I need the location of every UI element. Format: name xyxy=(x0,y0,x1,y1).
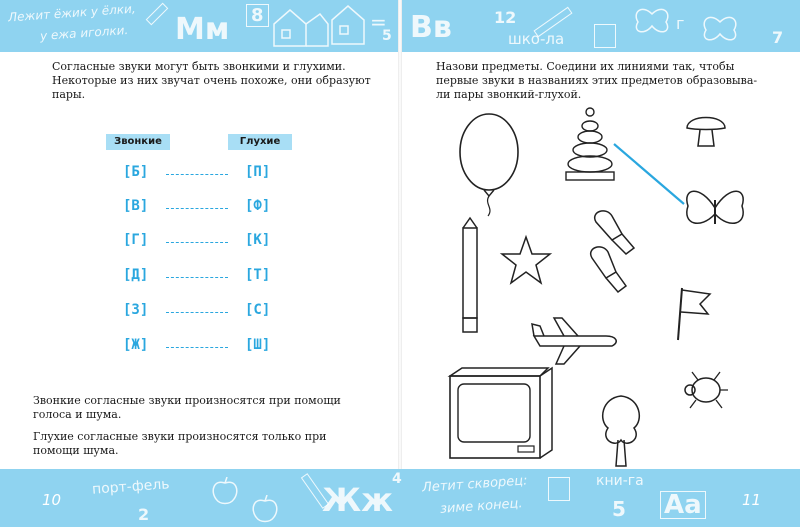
top-letters-mm: Мм xyxy=(175,12,230,47)
tv-icon xyxy=(448,366,558,466)
voiced-sound: [Ж] xyxy=(123,337,149,353)
pair-dash-line xyxy=(166,174,228,175)
bottom-number-2: 2 xyxy=(138,505,150,524)
pair-dash-line xyxy=(166,242,228,243)
bottom-number-5: 5 xyxy=(612,497,626,521)
airplane-icon xyxy=(532,314,622,370)
bottom-apple-icon xyxy=(210,477,240,505)
beetle-icon xyxy=(680,370,728,410)
pair-row xyxy=(118,267,278,287)
top-number-12: 12 xyxy=(494,8,517,27)
mushroom-icon xyxy=(684,110,728,150)
top-number-8: 8 xyxy=(246,4,269,27)
pair-row xyxy=(118,302,278,322)
balloon-icon xyxy=(454,110,524,220)
bottom-letters-zhzh: Жж xyxy=(322,481,394,519)
flag-icon xyxy=(674,286,714,342)
voiceless-note-line1: Глухие согласные звуки произносятся только при xyxy=(33,430,327,443)
voiced-note-line2: голоса и шума. xyxy=(33,408,122,421)
top-equals-sign: = xyxy=(370,10,387,34)
pair-row xyxy=(118,232,278,252)
mittens-icon xyxy=(582,208,652,298)
left-page-number: 10 xyxy=(42,491,62,509)
voiceless-note-line2: помощи шума. xyxy=(33,444,119,457)
voiced-sound: [В] xyxy=(123,198,149,214)
intro-line2: Некоторые из них звучат очень похоже, они образуют xyxy=(52,74,371,87)
bottom-word-kniga: кни-га xyxy=(596,473,644,489)
pair-dash-line xyxy=(166,347,228,348)
voiced-sound: [Д] xyxy=(123,267,149,283)
top-letter-g: г xyxy=(676,14,685,33)
right-page-number: 11 xyxy=(742,491,762,509)
tree-icon xyxy=(596,390,646,470)
pair-dash-line xyxy=(166,208,228,209)
top-number-7: 7 xyxy=(772,28,784,47)
voiceless-sound: [К] xyxy=(245,232,271,248)
pyramid-toy-icon xyxy=(560,106,620,186)
voiced-sound: [Б] xyxy=(123,164,149,180)
top-phrase-line1: Лежит ёжик у ёлки, xyxy=(7,1,137,25)
voiceless-sound: [Ф] xyxy=(245,198,271,214)
voiced-sound: [Г] xyxy=(123,232,149,248)
intro-line1: Согласные звуки могут быть звонкими и глухими. xyxy=(52,60,346,73)
bottom-letters-aa: Аа xyxy=(660,491,706,519)
voiceless-header: Глухие xyxy=(228,134,292,150)
voiced-note-line1: Звонкие согласные звуки произносятся при помощи xyxy=(33,394,341,407)
pair-row xyxy=(118,164,278,184)
top-butterfly2-icon xyxy=(700,14,740,48)
pair-row xyxy=(118,337,278,357)
top-phrase-line2: у ежа иголки. xyxy=(39,22,129,44)
bottom-phrase-line1: Летит скворец: xyxy=(421,473,528,496)
top-letters-vv: Вв xyxy=(410,10,452,45)
top-butterfly-icon xyxy=(632,6,672,40)
pencil-icon xyxy=(458,218,482,338)
top-word-shkola: шко-ла xyxy=(508,30,565,48)
voiceless-sound: [П] xyxy=(245,164,271,180)
top-house-icon xyxy=(270,4,330,48)
top-number-5: 5 xyxy=(382,28,392,44)
voiceless-sound: [С] xyxy=(245,302,271,318)
task-line1: Назови предметы. Соедини их линиями так, чтобы xyxy=(436,60,735,73)
butterfly-icon xyxy=(680,180,750,240)
bottom-apple2-icon xyxy=(250,495,280,523)
voiceless-sound: [Ш] xyxy=(245,337,271,353)
top-house2-icon xyxy=(330,2,370,46)
voiced-sound: [З] xyxy=(123,302,149,318)
top-calculator-icon xyxy=(594,24,616,48)
bottom-phrase-line2: зиме конец. xyxy=(439,496,524,517)
pair-dash-line xyxy=(166,312,228,313)
top-pencil-icon xyxy=(146,3,169,26)
star-icon xyxy=(500,235,552,285)
left-page xyxy=(0,52,398,469)
intro-line3: пары. xyxy=(52,88,86,101)
bottom-calculator-icon xyxy=(548,477,570,501)
voiceless-sound: [Т] xyxy=(245,267,271,283)
task-line2: первые звуки в названиях этих предметов образовыва- xyxy=(436,74,758,87)
pair-row xyxy=(118,198,278,218)
bottom-word-portfel: порт-фель xyxy=(91,476,171,498)
bottom-decorative-band xyxy=(0,469,800,527)
voiced-header: Звонкие xyxy=(106,134,170,150)
task-line3: ли пары звонкий-глухой. xyxy=(436,88,582,101)
pair-dash-line xyxy=(166,277,228,278)
bottom-number-4: 4 xyxy=(392,471,402,487)
right-page xyxy=(402,52,800,469)
